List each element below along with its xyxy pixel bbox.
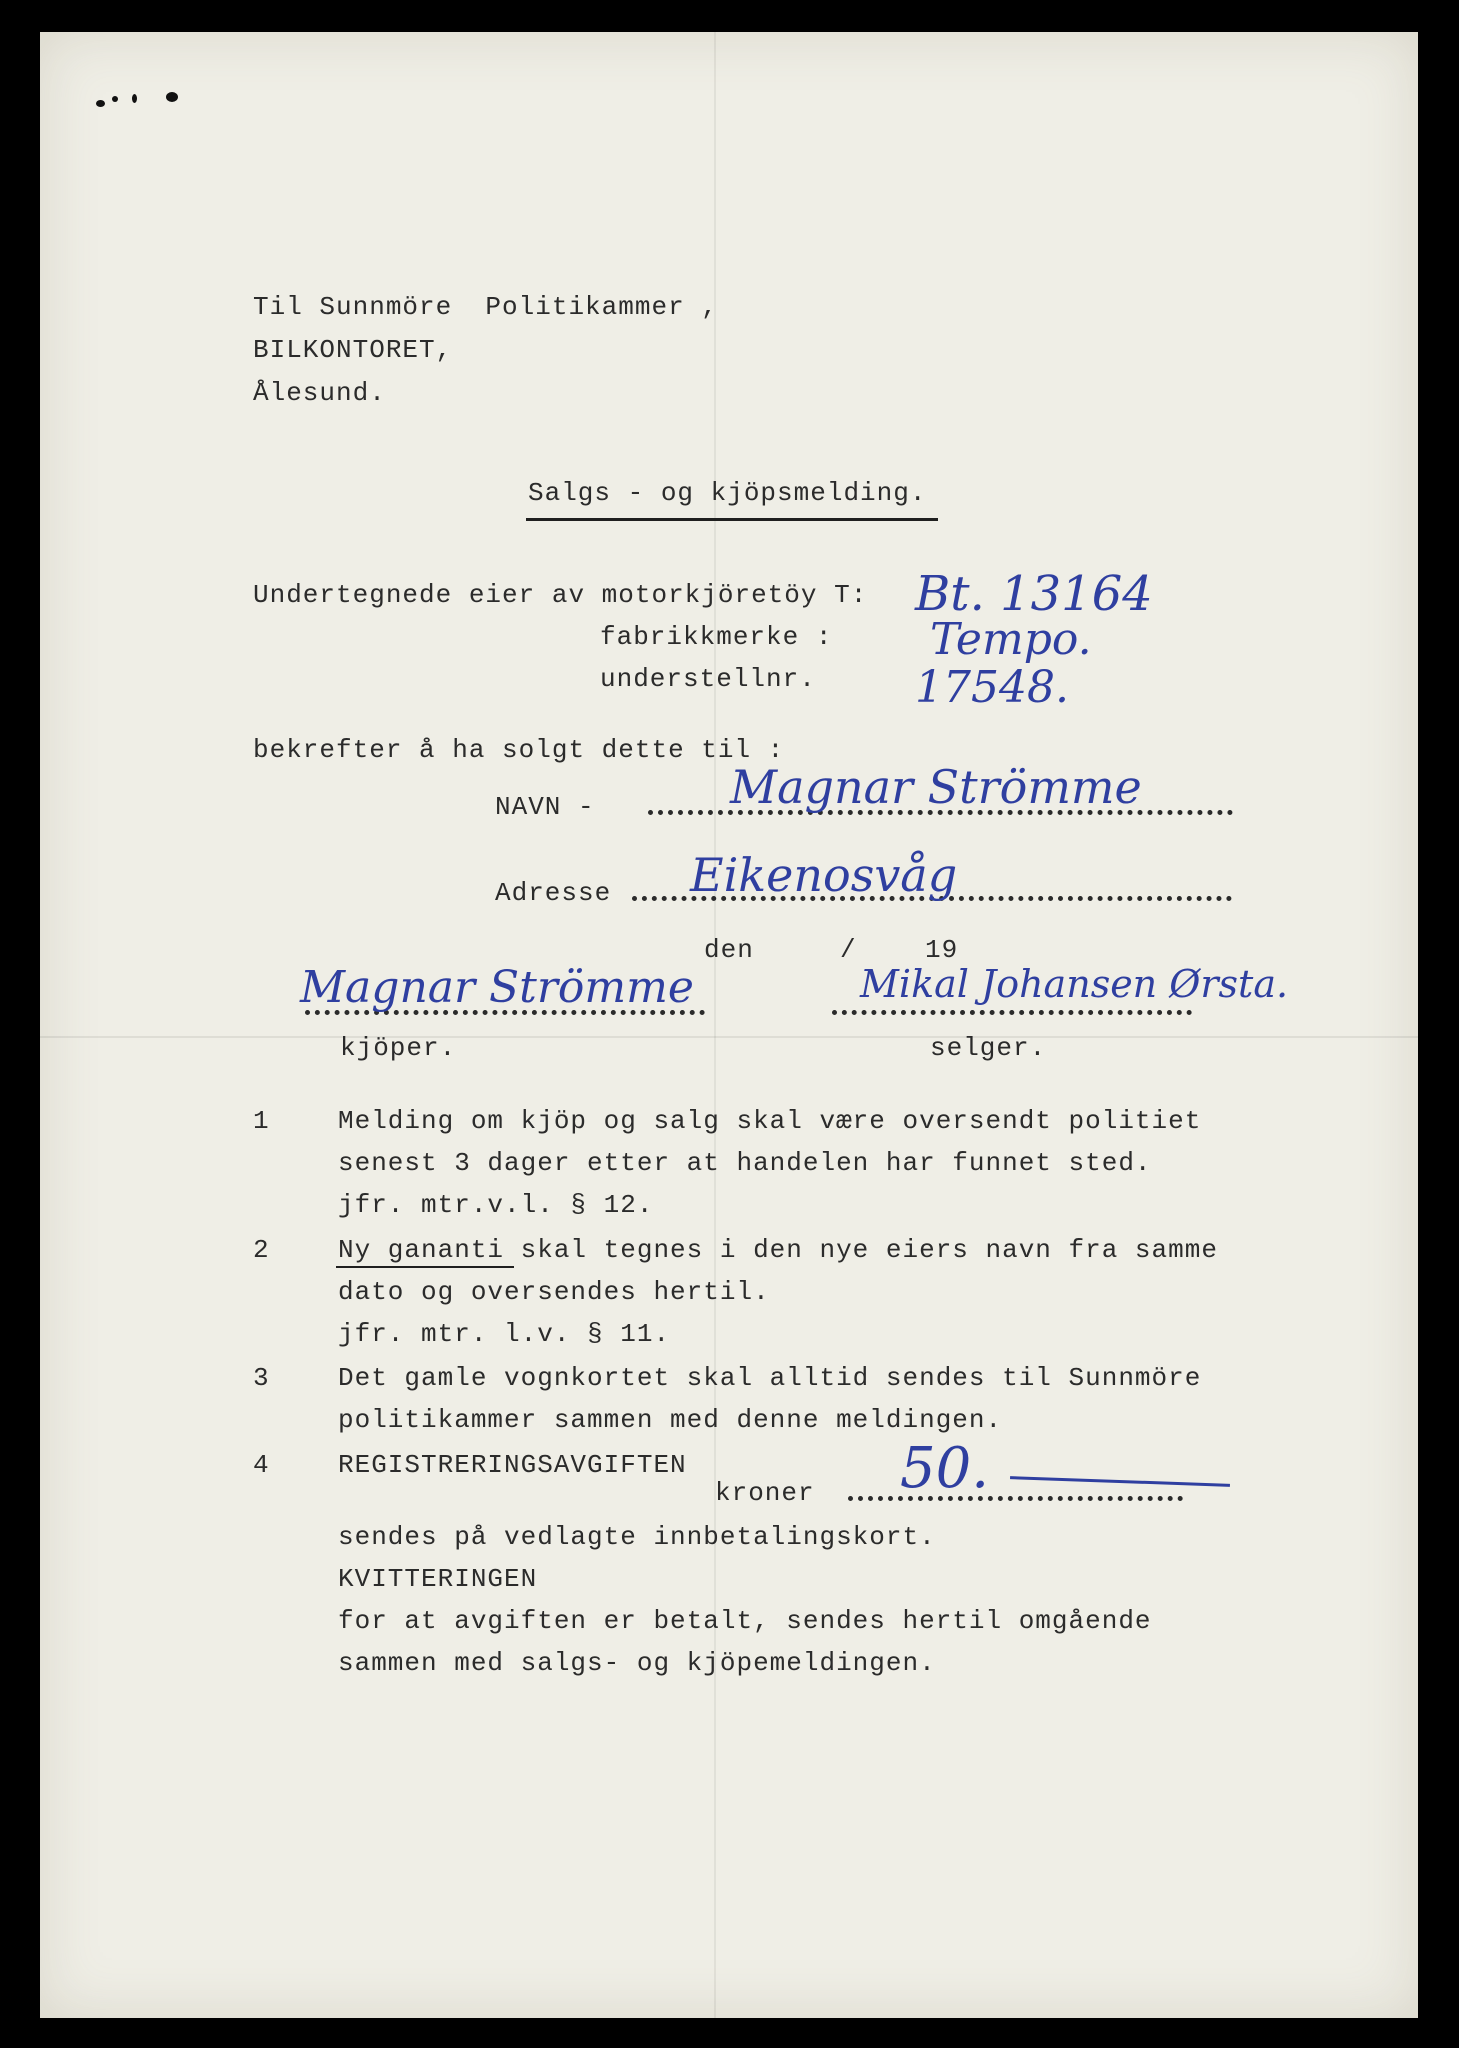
recipient-line-1: Til Sunnmöre Politikammer , xyxy=(253,292,718,322)
fold-crease-vertical xyxy=(714,32,716,2018)
kroner-label: kroner xyxy=(715,1478,815,1508)
guarantee-underline xyxy=(336,1266,514,1268)
make-label: fabrikkmerke : xyxy=(600,622,833,652)
item-1-line-1: Melding om kjöp og salg skal være oversendt politiet xyxy=(338,1106,1202,1136)
title-underline xyxy=(526,518,938,521)
confirm-label: bekrefter å ha solgt dette til : xyxy=(253,735,785,765)
item-3-line-1: Det gamle vognkortet skal alltid sendes til Sunnmöre xyxy=(338,1363,1202,1393)
date-slash: / xyxy=(840,935,857,965)
address-label: Adresse xyxy=(495,878,612,908)
date-label: den xyxy=(704,935,754,965)
make-handwritten: Tempo. xyxy=(930,614,1092,665)
fee-amount-handwritten: 50. xyxy=(900,1436,990,1501)
buyer-label: kjöper. xyxy=(340,1033,457,1063)
recipient-line-2: BILKONTORET, xyxy=(253,335,453,365)
item-2-line-1: Ny gananti skal tegnes i den nye eiers navn fra samme xyxy=(338,1235,1218,1265)
kroner-dotted-line xyxy=(848,1496,1183,1501)
item-3-line-2: politikammer sammen med denne meldingen. xyxy=(338,1405,1003,1435)
date-year: 19 xyxy=(925,935,959,965)
item-2-line-3: jfr. mtr. l.v. § 11. xyxy=(338,1319,671,1349)
seller-label: selger. xyxy=(930,1033,1047,1063)
fee-line-2: KVITTERINGEN xyxy=(338,1564,538,1594)
buyer-name-handwritten: Magnar Strömme xyxy=(730,760,1142,814)
fee-line-1: sendes på vedlagte innbetalingskort. xyxy=(338,1522,936,1552)
item-2-line-2: dato og oversendes hertil. xyxy=(338,1277,770,1307)
reg-number-handwritten: Bt. 13164 xyxy=(915,566,1153,622)
name-label: NAVN - xyxy=(495,792,595,822)
ink-speck xyxy=(132,94,137,103)
item-1-line-3: jfr. mtr.v.l. § 12. xyxy=(338,1190,654,1220)
owner-label: Undertegnede eier av motorkjöretöy T: xyxy=(253,580,868,610)
buyer-signature: Magnar Strömme xyxy=(300,962,694,1013)
item-number-4: 4 xyxy=(253,1450,270,1480)
item-4-line-1: REGISTRERINGSAVGIFTEN xyxy=(338,1450,687,1480)
seller-signature-line xyxy=(832,1010,1192,1015)
seller-signature: Mikal Johansen Ørsta. xyxy=(860,962,1289,1006)
item-number-3: 3 xyxy=(253,1363,270,1393)
ink-speck xyxy=(166,92,178,102)
item-number-1: 1 xyxy=(253,1106,270,1136)
ink-speck xyxy=(96,100,105,107)
buyer-address-handwritten: Eikenosvåg xyxy=(690,848,958,902)
item-number-2: 2 xyxy=(253,1235,270,1265)
recipient-line-3: Ålesund. xyxy=(253,378,386,408)
ink-speck xyxy=(112,96,118,102)
fee-line-4: sammen med salgs- og kjöpemeldingen. xyxy=(338,1648,936,1678)
fee-line-3: for at avgiften er betalt, sendes hertil omgående xyxy=(338,1606,1152,1636)
item-1-line-2: senest 3 dager etter at handelen har funnet sted. xyxy=(338,1148,1152,1178)
chassis-handwritten: 17548. xyxy=(915,662,1069,713)
document-paper xyxy=(40,32,1418,2018)
chassis-label: understellnr. xyxy=(600,664,816,694)
fold-crease-horizontal xyxy=(40,1036,1418,1038)
document-title: Salgs - og kjöpsmelding. xyxy=(528,478,927,508)
